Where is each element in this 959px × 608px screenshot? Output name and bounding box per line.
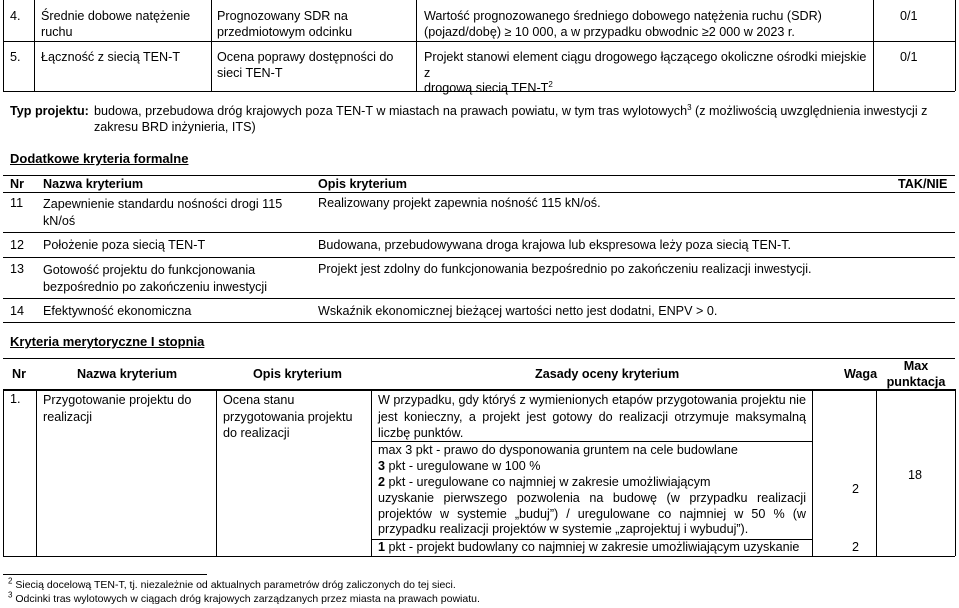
merit-rules-2pkt: 2 pkt - uregulowane co najmniej w zakresie umożliwiającym <box>378 475 711 489</box>
criterion-4-description <box>424 9 869 40</box>
merit-header-name: Nazwa kryterium <box>77 367 178 381</box>
merit-row-1-nr: 1. <box>10 392 21 406</box>
project-type-text <box>94 104 956 135</box>
formal-header-desc: Opis kryterium <box>318 177 407 191</box>
merit-header-desc: Opis kryterium <box>253 367 342 381</box>
criterion-4-description-line1: Wartość prognozowanego średniego dobowego natężenia ruchu (SDR) <box>424 9 822 23</box>
criterion-4-number: 4. <box>10 9 21 23</box>
project-type-line1: budowa, przebudowa dróg krajowych poza TEN-T w miastach na prawach powiatu, w tym tras wylotowych$^3$ (z możliwością uwzględnienia inwestycji z <box>94 102 928 118</box>
formal-row-14-nr: 14 <box>10 304 25 318</box>
criterion-4-name: Średnie dobowe natężenie ruchu <box>41 9 191 39</box>
formal-row-14-desc: Wskaźnik ekonomicznej bieżącej wartości netto jest dodatni, ENPV > 0. <box>318 304 718 318</box>
formal-row-14-name: Efektywność ekonomiczna <box>43 304 192 318</box>
merit-row-1-desc: Ocena stanu przygotowania projektu do realizacji <box>223 393 353 440</box>
project-type-label: Typ projektu: <box>10 104 89 118</box>
formal-row-13-nr: 13 <box>10 262 25 276</box>
formal-row-12-desc: Budowana, przebudowywana droga krajowa lub ekspresowa leży poza siecią TEN-T. <box>318 238 791 252</box>
formal-row-11-desc: Realizowany projekt zapewnia nośność 115 kN/oś. <box>318 196 601 210</box>
criterion-5-number: 5. <box>10 50 21 64</box>
criterion-5-name: Łączność z siecią TEN-T <box>41 50 181 64</box>
formal-row-13-name: Gotowość projektu do funkcjonowania bezpośrednio po zakończeniu inwestycji <box>43 263 268 294</box>
merit-max-points: 18 <box>908 468 923 482</box>
formal-row-11-nr: 11 <box>10 196 24 210</box>
footnote-separator <box>3 574 207 575</box>
merit-header-nr: Nr <box>12 367 26 381</box>
formal-criteria-heading: Dodatkowe kryteria formalne <box>10 151 189 166</box>
formal-header-name: Nazwa kryterium <box>43 177 144 191</box>
merit-weight-design: 2 <box>852 540 860 554</box>
merit-rules-land-max: max 3 pkt - prawo do dysponowania gruntem na cele budowlane <box>378 443 738 457</box>
criterion-5-indicator: Ocena poprawy dostępności do sieci TEN-T <box>217 50 394 80</box>
criterion-5-score: 0/1 <box>900 50 918 64</box>
formal-header-nr: Nr <box>10 177 24 191</box>
merit-rules-3pkt: 3 pkt - uregulowane w 100 % <box>378 459 541 473</box>
merit-weight-land: 2 <box>852 482 860 496</box>
formal-header-tak-nie: TAK/NIE <box>898 177 948 191</box>
criterion-5-description-line1: Projekt stanowi element ciągu drogowego łączącego okoliczne ośrodki miejskie z <box>424 50 867 80</box>
criterion-4-description-line2: (pojazd/dobę) ≥ 10 000, a w przypadku obwodnic ≥2 000 w 2023 r. <box>424 24 795 39</box>
formal-row-12-nr: 12 <box>10 238 25 252</box>
merit-row-1-name: Przygotowanie projektu do realizacji <box>43 393 192 424</box>
criterion-5-description-line2: drogową siecią TEN-$T^2$ <box>424 79 553 95</box>
merit-header-max: Max punktacja <box>886 359 946 389</box>
merit-rules-intro: W przypadku, gdy któryś z wymienionych etapów przygotowania projektu nie jest konieczny, a projekt jest gotowy do realizacji otrzymuje maksymalną liczbę punktów. <box>378 393 806 440</box>
formal-row-13-desc: Projekt jest zdolny do funkcjonowania bezpośrednio po zakończeniu realizacji inwestycji. <box>318 262 812 276</box>
merit-header-rules: Zasady oceny kryterium <box>535 367 680 381</box>
criterion-4-indicator: Prognozowany SDR na przedmiotowym odcinku <box>217 9 353 39</box>
formal-row-11-name: Zapewnienie standardu nośności drogi 115 kN/oś <box>43 197 283 228</box>
merit-criteria-heading: Kryteria merytoryczne I stopnia <box>10 334 205 349</box>
project-type-line2: zakresu BRD inżynieria, ITS) <box>94 119 256 134</box>
footnote-3: $^3$ Odcinki tras wylotowych w ciągach dróg krajowych zarządzanych przez miasta na prawach powiatu. <box>8 590 480 605</box>
merit-rules-permit: uzyskanie pierwszego pozwolenia na budowę (w przypadku realizacji projektów w systemie „buduj”) / uregulowane co najmniej w 50 % (w przypadku realizacji projektów w systemie „zaprojektuj i wybuduj”). <box>378 491 806 536</box>
formal-row-12-name: Położenie poza siecią TEN-T <box>43 238 206 252</box>
footnote-2: $^2$ Siecią docelową TEN-T, tj. niezależnie od aktualnych parametrów dróg zaliczonych do tej sieci. <box>8 576 456 591</box>
merit-rules-1pkt: 1 pkt - projekt budowlany co najmniej w zakresie umożliwiającym uzyskanie <box>378 540 800 554</box>
criterion-4-score: 0/1 <box>900 9 918 23</box>
merit-header-weight: Waga <box>844 367 878 381</box>
criterion-5-description <box>424 50 869 97</box>
